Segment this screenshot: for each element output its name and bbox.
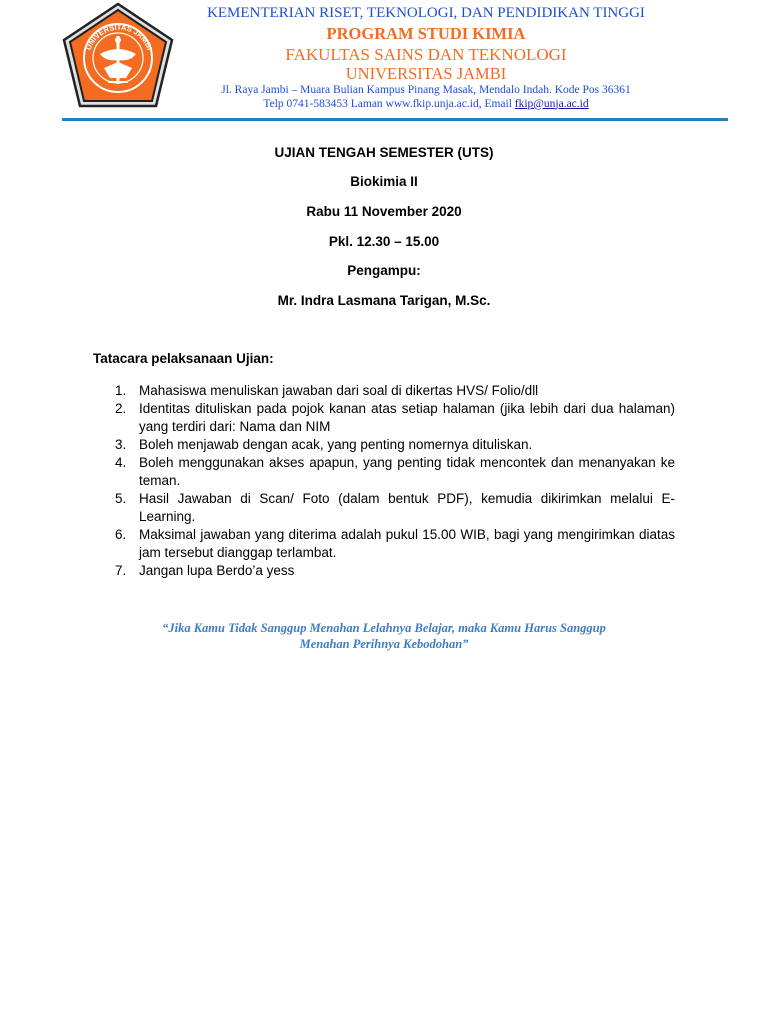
letterhead-text [180,6,672,110]
item-number: 4. [115,455,127,470]
ministry-name: KEMENTERIAN RISET, TEKNOLOGI, DAN PENDIDIKAN TINGGI [207,5,645,21]
procedure-list [93,382,675,580]
quote-line-2: Menahan Perihnya Kebodohan” [299,637,469,651]
address: Jl. Raya Jambi – Muara Bulian Kampus Pinang Masak, Mendalo Indah. Kode Pos 36361 [221,84,631,96]
item-number: 7. [115,563,127,578]
procedure-title: Tatacara pelaksanaan Ujian: [93,351,274,366]
list-item [93,526,675,562]
program-name: PROGRAM STUDI KIMIA [326,24,526,43]
item-text: Maksimal jawaban yang diterima adalah pukul 15.00 WIB, bagi yang mengirimkan diatas jam tersebut dianggap terlambat. [139,527,675,560]
item-text: Boleh menjawab dengan acak, yang penting nomernya dituliskan. [139,437,533,452]
item-number: 1. [115,383,127,398]
lecturer-name: Mr. Indra Lasmana Tarigan, M.Sc. [277,293,491,308]
motivational-quote [93,620,675,652]
email-link[interactable]: fkip@unja.ac.id [514,97,589,110]
item-number: 3. [115,437,127,452]
item-text: Mahasiswa menuliskan jawaban dari soal di dikertas HVS/ Folio/dll [139,383,539,398]
lecturer-label: Pengampu: [347,263,421,278]
exam-time: Pkl. 12.30 – 15.00 [328,234,440,249]
university-name: UNIVERSITAS JAMBI [345,63,507,83]
list-item [93,382,675,400]
university-logo [60,2,176,110]
contact-line [180,99,672,111]
logo-text: UNIVERSITAS JAMBI [83,22,155,52]
list-item [93,436,675,454]
contact-text: Telp 0741-583453 Laman www.fkip.unja.ac.id, Email [263,97,515,110]
list-item [93,400,675,436]
faculty-name: FAKULTAS SAINS DAN TEKNOLOGI [285,44,567,64]
letterhead [0,0,768,125]
item-number: 5. [115,491,127,506]
item-text: Jangan lupa Berdo’a yess [139,563,295,578]
item-number: 6. [115,527,127,542]
list-item [93,490,675,526]
list-item [93,562,675,580]
item-text: Identitas dituliskan pada pojok kanan atas setiap halaman (jika lebih dari dua halaman) yang terdiri dari: Nama dan NIM [139,401,675,434]
item-number: 2. [115,401,127,416]
header-divider [62,118,728,121]
exam-title: UJIAN TENGAH SEMESTER (UTS) [274,145,494,160]
list-item [93,454,675,490]
item-text: Hasil Jawaban di Scan/ Foto (dalam bentuk PDF), kemudia dikirimkan melalui E-Learning. [139,491,675,524]
exam-date: Rabu 11 November 2020 [306,204,462,219]
quote-line-1: “Jika Kamu Tidak Sanggup Menahan Lelahnya Belajar, maka Kamu Harus Sanggup [162,621,606,635]
exam-course: Biokimia II [350,174,418,189]
item-text: Boleh menggunakan akses apapun, yang penting tidak mencontek dan menanyakan ke teman. [139,455,675,488]
